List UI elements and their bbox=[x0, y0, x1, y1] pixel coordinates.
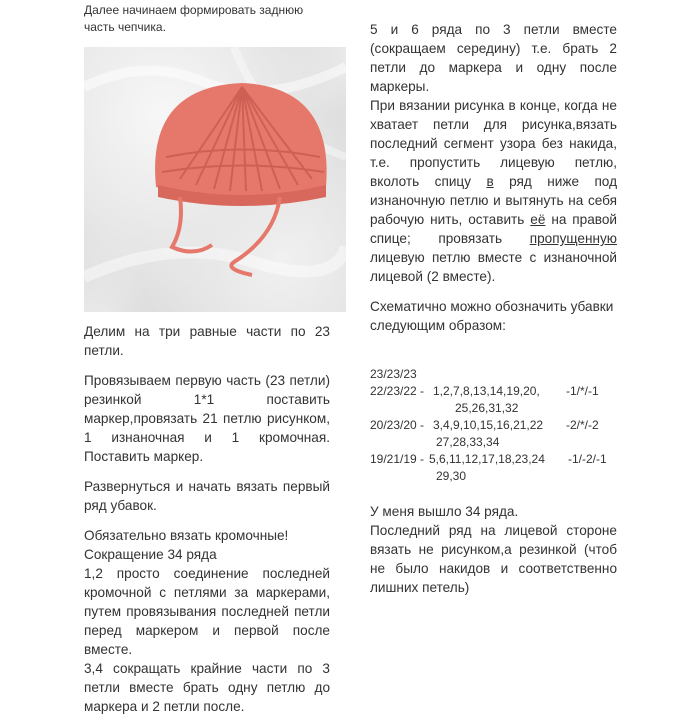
paragraph-edge-note: Обязательно вязать кромочные! bbox=[84, 528, 289, 543]
paragraph-turn: Развернуться и начать вязать первый ряд убавок. bbox=[84, 479, 330, 513]
paragraph-rows-5-6: 5 и 6 ряда по 3 петли вместе (сокращаем середину) т.е. брать 2 петли до маркера и одну после маркеры. bbox=[370, 22, 617, 94]
right-column-bottom bbox=[370, 502, 617, 597]
schema-row-cont: 29,30 bbox=[436, 469, 467, 483]
schema-row-cont: 25,26,31,32 bbox=[455, 401, 519, 415]
right-column bbox=[370, 20, 617, 335]
intro-text: Далее начинаем формировать заднюю часть чепчика. bbox=[84, 3, 304, 34]
schema-row: 19/21/19 - 5,6,11,12,17,18,23,24 -1/-2/-1 bbox=[370, 452, 607, 466]
paragraph-pattern-note: При вязании рисунка в конце, когда не хватает петли для рисунка,вязать последний сегмент узора без накида, т.е. пропустить лицевую петлю, вколоть спицу в ряд ниже под изнаночную петлю и вытянуть на себя рабочую нить, оставить её на правой спице; провязать пропущенную лицевую петлю вместе с изнаночной лицевой (2 вместе). bbox=[370, 98, 617, 284]
schema-row: 22/23/22 - 1,2,7,8,13,14,19,20, -1/*/-1 bbox=[370, 384, 599, 398]
paragraph-result: У меня вышло 34 ряда. bbox=[370, 504, 519, 519]
schema-head: 23/23/23 bbox=[370, 367, 417, 381]
paragraph-reduction-title: Сокращение 34 ряда bbox=[84, 547, 217, 562]
paragraph-last-row: Последний ряд на лицевой стороне вязать не рисунком,а резинкой (чтоб не было накидов и соответственно лишних петель) bbox=[370, 523, 617, 595]
reduction-schema bbox=[370, 366, 630, 485]
schema-row-cont: 27,28,33,34 bbox=[436, 435, 500, 449]
schema-row: 20/23/20 - 3,4,9,10,15,16,21,22 -2/*/-2 bbox=[370, 418, 599, 432]
paragraph-rows-3-4: 3,4 сокращать крайние части по 3 петли вместе брать одну петлю до маркера и 2 петли после. bbox=[84, 661, 330, 714]
paragraph-schema-intro: Схематично можно обозначить убавки следующим образом: bbox=[370, 299, 614, 333]
bonnet-illustration bbox=[84, 47, 346, 312]
bonnet-photo bbox=[84, 47, 346, 312]
paragraph-rows-1-2: 1,2 просто соединение последней кромочной с петлями за маркерами, путем провязывания последней петли перед маркером и первой после вместе. bbox=[84, 566, 330, 657]
left-column bbox=[84, 322, 330, 716]
paragraph-first-part: Провязываем первую часть (23 петли) резинкой 1*1 поставить маркер,провязать 21 петлю рисунком, 1 изнаночная и 1 кромочная. Поставить маркер. bbox=[84, 373, 330, 464]
paragraph-divide: Делим на три равные части по 23 петли. bbox=[84, 324, 330, 358]
